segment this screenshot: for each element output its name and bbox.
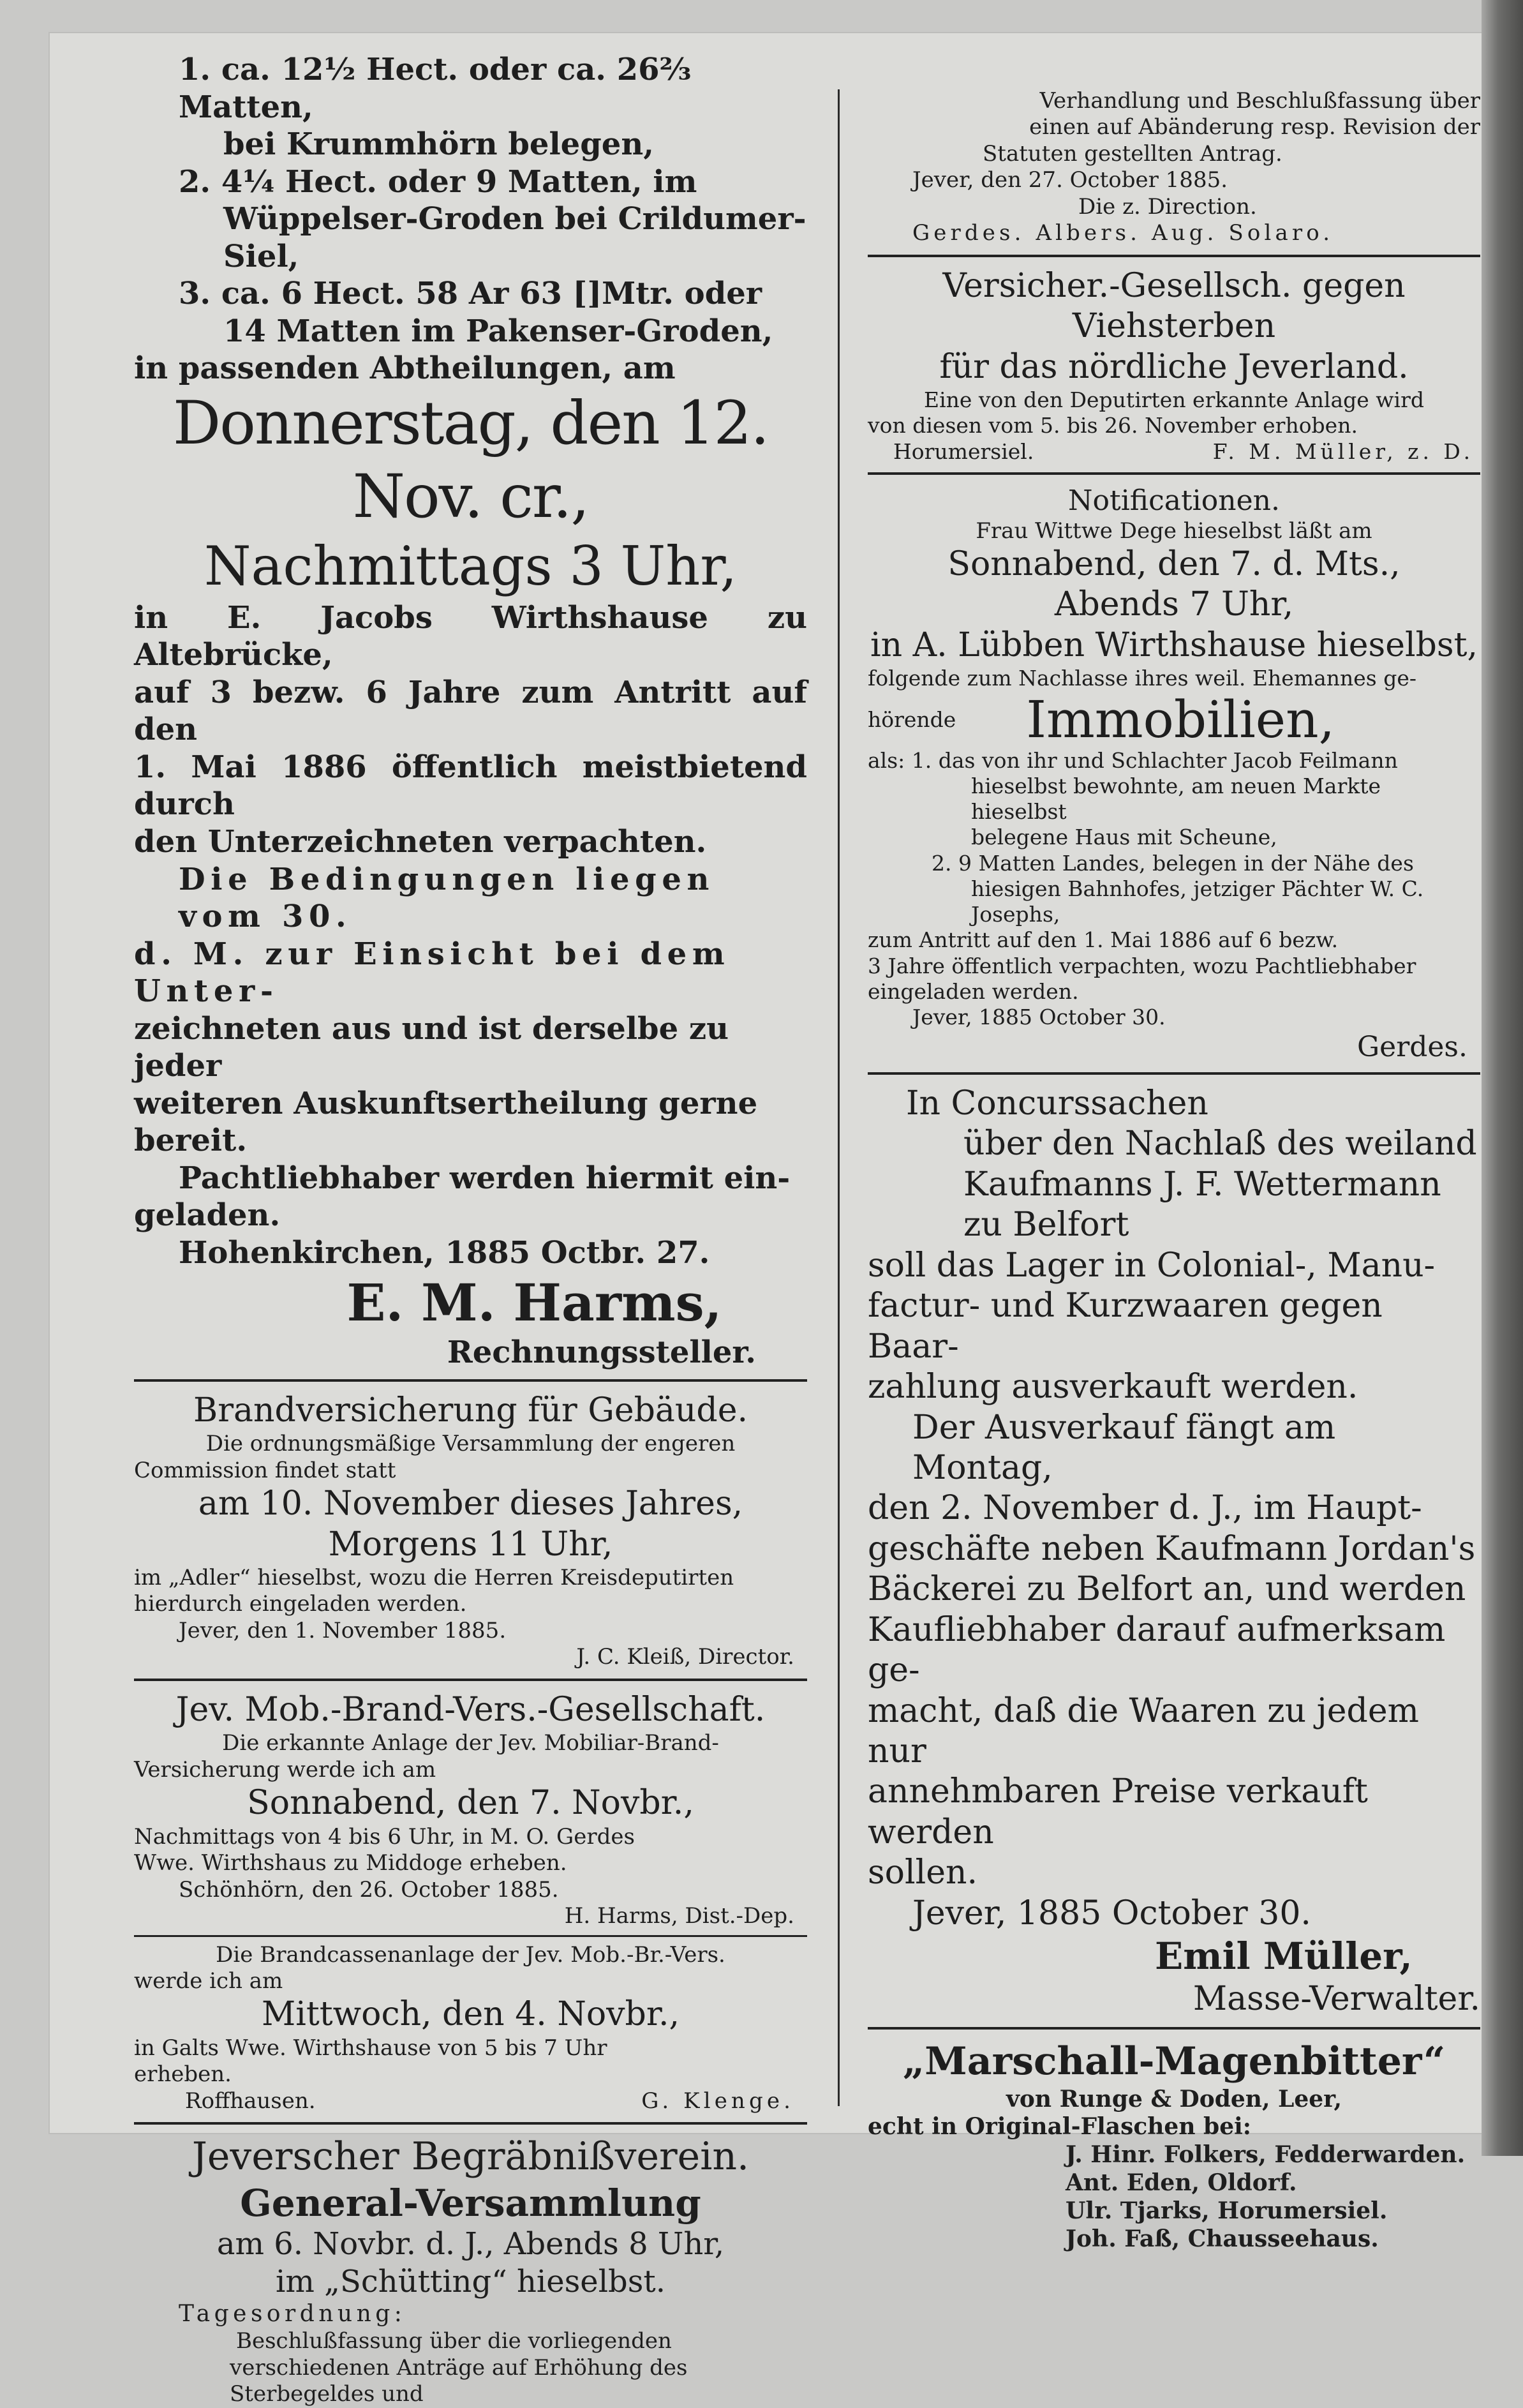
notif-item-1c: belegene Haus mit Scheune, (971, 825, 1277, 850)
conc-sub-1: über den Nachlaß des weiland (963, 1125, 1477, 1163)
harms-intro: in passenden Abtheilungen, am (134, 350, 676, 387)
mob-date-2: Mittwoch, den 4. Novbr., (261, 1995, 680, 2034)
rule-2b (134, 1935, 807, 1937)
conc-sub-3: zu Belfort (963, 1206, 1129, 1245)
harms-body-3: 1. Mai 1886 öffentlich meistbietend durch (134, 749, 807, 823)
brand-time: Morgens 11 Uhr, (328, 1525, 613, 1564)
conc-body-11: sollen. (868, 1853, 978, 1892)
harms-body-1: in E. Jacobs Wirthshause zu Altebrücke, (134, 599, 807, 673)
harms-item-1b: bei Krummhörn belegen, (223, 126, 654, 163)
harms-body-4: den Unterzeichneten verpachten. (134, 824, 707, 860)
harms-item-1: 1. ca. 12½ Hect. oder ca. 26⅔ Matten, (179, 52, 692, 125)
brand-signature: J. C. Kleiß, Director. (576, 1644, 794, 1670)
column-divider (838, 89, 840, 2106)
brand-body-3: im „Adler“ hieselbst, wozu die Herren Kreisdeputirten (134, 1564, 734, 1590)
mob-body-1: Die erkannte Anlage der Jev. Mobiliar-Brand- (222, 1730, 719, 1756)
page-edge-shadow (1482, 0, 1523, 2156)
harms-time-big: Nachmittags 3 Uhr, (204, 535, 738, 598)
mob-body-6: werde ich am (134, 1968, 283, 1994)
conc-body-5: den 2. November d. J., im Haupt- (868, 1489, 1422, 1528)
conc-signature: Emil Müller, (1155, 1934, 1413, 1978)
notif-place: in A. Lübben Wirthshause hieselbst, (870, 625, 1478, 664)
harms-item-3b: 14 Matten im Pakenser-Groden, (223, 313, 773, 349)
ad-harms (134, 51, 807, 1372)
rule-r1 (868, 255, 1480, 257)
brand-body-1: Die ordnungsmäßige Versammlung der engeren (205, 1431, 736, 1457)
ad-concurssachen (868, 1084, 1480, 2019)
brand-body-2: Commission findet statt (134, 1457, 396, 1483)
notif-intro: Frau Wittwe Dege hieselbst läßt am (976, 518, 1372, 544)
rule-r2 (868, 472, 1480, 475)
vieh-body-1: Eine von den Deputirten erkannte Anlage wird (924, 387, 1424, 413)
mob-body-3: Nachmittags von 4 bis 6 Uhr, in M. O. Gerdes (134, 1823, 635, 1850)
right-column (868, 88, 1480, 2254)
notif-date: Sonnabend, den 7. d. Mts., (947, 545, 1400, 584)
ad-notificationen (868, 484, 1480, 1065)
mob-title: Jev. Mob.-Brand-Vers.-Gesellschaft. (175, 1690, 766, 1729)
mob-body-7: in Galts Wwe. Wirthshause von 5 bis 7 Uhr (134, 2035, 607, 2061)
ad-marschall (868, 2038, 1480, 2254)
conc-body-7: Bäckerei zu Belfort an, und werden (868, 1570, 1466, 1609)
rule-1 (134, 1379, 807, 1382)
conc-body-9: macht, daß die Waaren zu jedem nur (868, 1691, 1419, 1770)
cont-place-date: Jever, den 27. October 1885. (912, 167, 1228, 193)
begr-subtitle: General-Versammlung (240, 2181, 701, 2225)
notif-place-date: Jever, 1885 October 30. (912, 1005, 1166, 1030)
harms-item-3: 3. ca. 6 Hect. 58 Ar 63 []Mtr. oder (179, 276, 762, 312)
begr-title: Jeverscher Begräbnißverein. (191, 2134, 750, 2180)
mob-body-5: Die Brandcassenanlage der Jev. Mob.-Br.-Vers. (216, 1941, 725, 1968)
notif-item-2b: hiesigen Bahnhofes, jetziger Pächter W. C. (971, 876, 1424, 901)
vieh-place: Horumersiel. (893, 438, 1034, 464)
harms-invite-2: geladen. (134, 1197, 281, 1234)
cont-direction: Die z. Direction. (1078, 193, 1257, 220)
vieh-body-2: von diesen vom 5. bis 26. November erhoben. (868, 413, 1358, 438)
marschall-title: „Marschall-Magenbitter“ (902, 2039, 1446, 2084)
notif-item-1b: hieselbst bewohnte, am neuen Markte hieselbst (971, 773, 1381, 825)
cont-body-2: einen auf Abänderung resp. Revision der (1029, 114, 1480, 140)
begr-agenda-3: Sterbegeldes und (230, 2381, 424, 2407)
harms-item-2b: Wüppelser-Groden bei Crildumer- (223, 201, 806, 237)
vieh-title-2: für das nördliche Jeverland. (939, 347, 1409, 386)
marschall-dealer-3: Ulr. Tjarks, Horumersiel. (1066, 2197, 1388, 2225)
vieh-title-1: Versicher.-Gesellsch. gegen Viehsterben (942, 266, 1406, 346)
mob-body-4: Wwe. Wirthshaus zu Middoge erheben. (134, 1850, 567, 1876)
brand-place-date: Jever, den 1. November 1885. (179, 1617, 507, 1643)
harms-body-2: auf 3 bezw. 6 Jahre zum Antritt auf den (134, 674, 807, 748)
harms-signature: E. M. Harms, (346, 1272, 722, 1333)
notif-item-2c: Josephs, (971, 902, 1060, 927)
brand-date: am 10. November dieses Jahres, (198, 1484, 743, 1523)
harms-place-date: Hohenkirchen, 1885 Octbr. 27. (179, 1235, 710, 1271)
conc-body-6: geschäfte neben Kaufmann Jordan's (868, 1529, 1476, 1568)
notif-body-1: folgende zum Nachlasse ihres weil. Ehemannes ge- (868, 666, 1417, 691)
conc-body-3: zahlung ausverkauft werden. (868, 1368, 1358, 1407)
mob-signature: H. Harms, Dist.-Dep. (564, 1903, 794, 1929)
brand-body-4: hierdurch eingeladen werden. (134, 1591, 467, 1617)
harms-cond-3: zeichneten aus und ist derselbe zu jeder (134, 1010, 729, 1084)
rule-r3 (868, 1072, 1480, 1075)
begr-agenda-label: Tagesordnung: (179, 2301, 406, 2328)
mob-place-date: Schönhörn, den 26. October 1885. (179, 1876, 559, 1903)
cont-body-3: Statuten gestellten Antrag. (983, 140, 1282, 167)
ad-mobiliar (134, 1690, 807, 2114)
harms-cond-1: Die Bedingungen liegen vom 30. (179, 861, 715, 935)
conc-body-4: Der Ausverkauf fängt am Montag, (912, 1408, 1336, 1487)
ad-begraebnisverein (134, 2134, 807, 2407)
conc-sub-2: Kaufmanns J. F. Wettermann (963, 1165, 1441, 1204)
ad-continuation (868, 88, 1480, 247)
mob-footer (134, 2088, 807, 2114)
conc-place-date: Jever, 1885 October 30. (912, 1894, 1311, 1933)
notif-body-2: hörende (868, 707, 956, 733)
marschall-dealer-2: Ant. Eden, Oldorf. (1066, 2169, 1297, 2197)
begr-agenda-1: Beschlußfassung über die vorliegenden (236, 2328, 672, 2354)
brand-title: Brandversicherung für Gebäude. (193, 1391, 748, 1430)
notif-signature: Gerdes. (1357, 1031, 1467, 1064)
notif-body-3: zum Antritt auf den 1. Mai 1886 auf 6 bezw. (868, 927, 1339, 953)
mob-body-8: erheben. (134, 2061, 232, 2088)
left-column (134, 51, 807, 2408)
conc-body-2: factur- und Kurzwaaren gegen Baar- (868, 1287, 1383, 1366)
mob-body-2: Versicherung werde ich am (134, 1756, 436, 1783)
harms-role: Rechnungssteller. (447, 1335, 756, 1371)
cont-body-1: Verhandlung und Beschlußfassung über (1039, 88, 1480, 114)
rule-3 (134, 2122, 807, 2125)
notif-title: Notificationen. (1068, 484, 1280, 517)
conc-title: In Concurssachen (906, 1084, 1208, 1123)
conc-role: Masse-Verwalter. (1192, 1979, 1480, 2018)
begr-agenda-2: verschiedenen Anträge auf Erhöhung des (230, 2354, 688, 2381)
marschall-by: von Runge & Doden, Leer, (1006, 2085, 1342, 2113)
rule-2 (134, 1679, 807, 1681)
notif-big-row (868, 689, 1480, 749)
harms-cond-4: weiteren Auskunftsertheilung gerne bereit. (134, 1085, 758, 1159)
harms-item-2c: Siel, (223, 238, 299, 274)
notif-body-5: eingeladen werden. (868, 978, 1079, 1004)
notif-item-2: 2. 9 Matten Landes, belegen in der Nähe des (932, 850, 1414, 876)
begr-date: am 6. Novbr. d. J., Abends 8 Uhr, (216, 2226, 725, 2262)
marschall-dealer-1: J. Hinr. Folkers, Fedderwarden. (1066, 2141, 1466, 2169)
harms-date-big: Donnerstag, den 12. Nov. cr., (172, 388, 769, 532)
notif-body-4: 3 Jahre öffentlich verpachten, wozu Pachtliebhaber (868, 953, 1416, 978)
ad-viehsterben (868, 266, 1480, 465)
vieh-footer (868, 439, 1480, 465)
harms-item-2: 2. 4¼ Hect. oder 9 Matten, im (179, 163, 697, 200)
cont-signers: Gerdes. Albers. Aug. Solaro. (912, 220, 1334, 246)
harms-invite-1: Pachtliebhaber werden hiermit ein- (179, 1160, 791, 1196)
harms-cond-2: d. M. zur Einsicht bei dem Unter- (134, 936, 731, 1010)
notif-item-1: als: 1. das von ihr und Schlachter Jacob Feilmann (868, 747, 1398, 773)
mob-date: Sonnabend, den 7. Novbr., (247, 1784, 694, 1823)
conc-body-1: soll das Lager in Colonial-, Manu- (868, 1246, 1436, 1285)
conc-body-10: annehmbaren Preise verkauft werden (868, 1772, 1368, 1851)
ad-brandversicherung (134, 1391, 807, 1671)
vieh-signature: F. M. Müller, z. D. (1212, 438, 1474, 464)
notif-big: Immobilien, (1026, 689, 1335, 749)
rule-r4 (868, 2027, 1480, 2030)
marschall-intro: echt in Original-Flaschen bei: (868, 2113, 1252, 2141)
mob-signature-2: G. Klenge. (641, 2088, 794, 2114)
notif-time: Abends 7 Uhr, (1054, 585, 1294, 624)
begr-place: im „Schütting“ hieselbst. (276, 2263, 665, 2300)
conc-body-8: Kaufliebhaber darauf aufmerksam ge- (868, 1610, 1446, 1690)
marschall-dealer-4: Joh. Faß, Chausseehaus. (1066, 2225, 1379, 2253)
mob-place-2: Roffhausen. (185, 2088, 316, 2114)
